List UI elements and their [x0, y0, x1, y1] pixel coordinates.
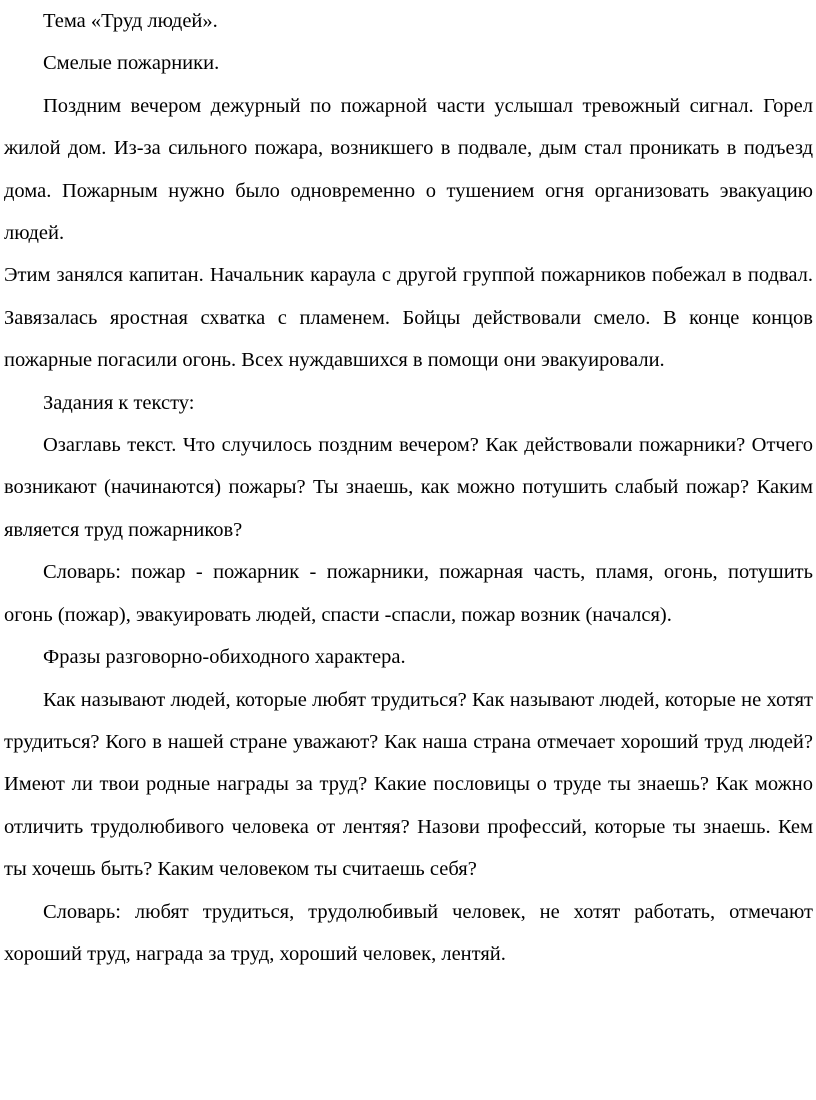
story-title: Смелые пожарники.: [43, 52, 220, 75]
vocabulary-paragraph-1: Словарь: пожар - пожарник - пожарники, пожарная часть, пламя, огонь, потушить огонь (пожар), эвакуировать людей, спасти -спасли, пожар возник (начался).: [4, 561, 813, 626]
tasks-paragraph: Озаглавь текст. Что случилось поздним вечером? Как действовали пожарники? Отчего возникают (начинаются) пожары? Ты знаешь, как можно потушить слабый пожар? Каким является труд пожарников?: [4, 434, 813, 541]
document-page: [4, 0, 813, 975]
questions-paragraph: Как называют людей, которые любят трудиться? Как называют людей, которые не хотят трудиться? Кого в нашей стране уважают? Как наша страна отмечает хороший труд людей? Имеют ли твои родные награды за труд? Какие пословицы о труде ты знаешь? Как можно отличить трудолюбивого человека от лентяя? Назови профессий, которые ты знаешь. Кем ты хочешь быть? Каким человеком ты считаешь себя?: [4, 688, 813, 881]
tasks-heading: Задания к тексту:: [43, 391, 195, 414]
vocabulary-paragraph-2: Словарь: любят трудиться, трудолюбивый человек, не хотят работать, отмечают хороший труд, награда за труд, хороший человек, лентяй.: [4, 900, 813, 965]
story-paragraph-2: Этим занялся капитан. Начальник караула с другой группой пожарников побежал в подвал. Завязалась яростная схватка с пламенем. Бойцы действовали смело. В конце концов пожарные погасили огонь. Всех нуждавшихся в помощи они эвакуировали.: [4, 264, 813, 372]
story-paragraph-1: Поздним вечером дежурный по пожарной части услышал тревожный сигнал. Горел жилой дом. Из-за сильного пожара, возникшего в подвале, дым стал проникать в подъезд дома. Пожарным нужно было одновременно о тушением огня организовать эвакуацию людей.: [4, 94, 813, 245]
topic-line: Тема «Труд людей».: [43, 10, 218, 32]
phrases-heading: Фразы разговорно-обиходного характера.: [43, 646, 406, 669]
